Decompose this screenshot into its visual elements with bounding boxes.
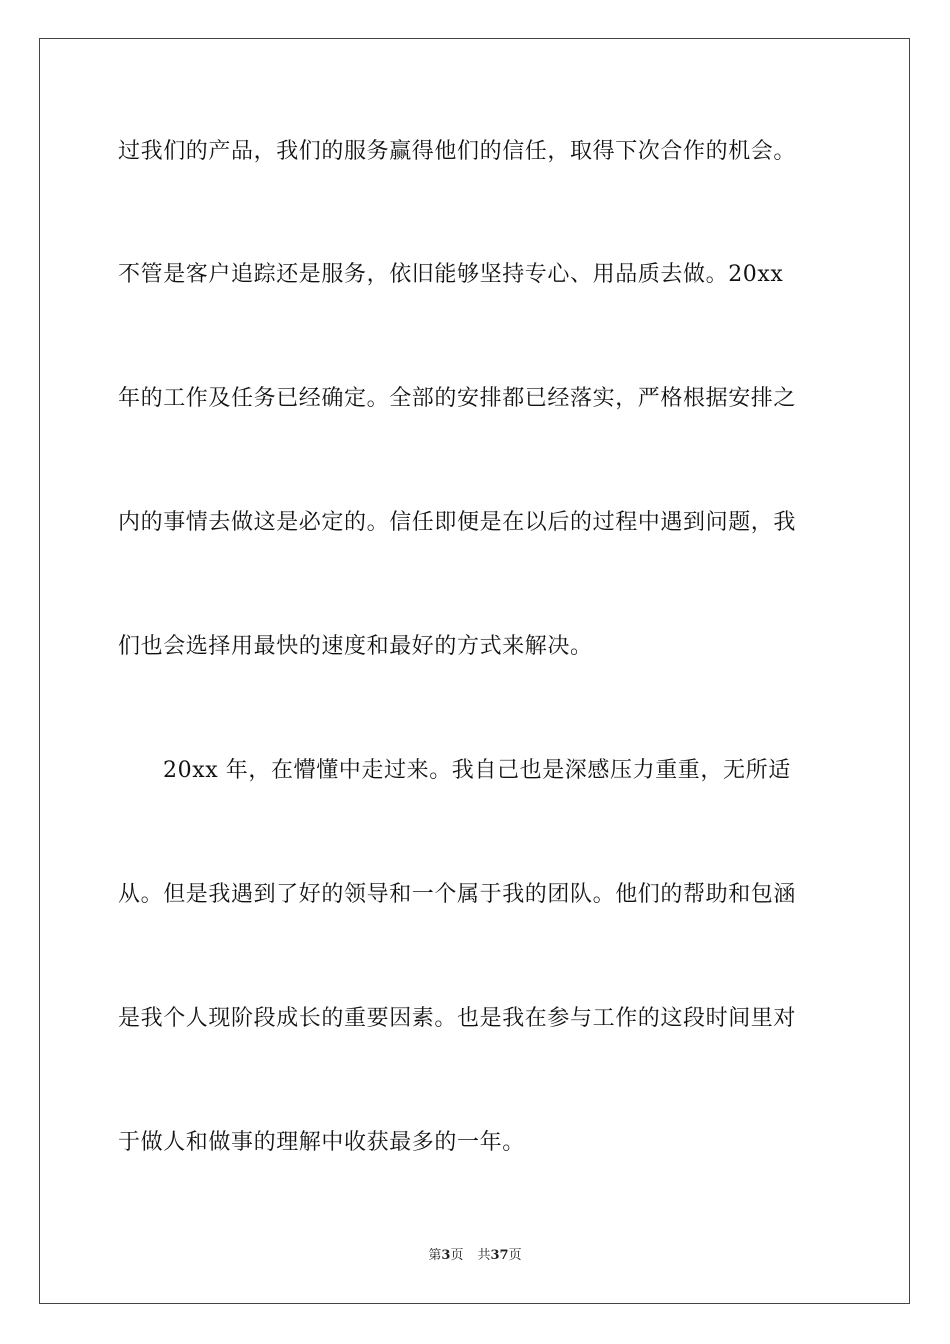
page-border <box>39 38 910 1304</box>
footer-total-suffix: 页 <box>508 1248 522 1263</box>
text-line-5: 们也会选择用最快的速度和最好的方式来解决。 <box>118 634 593 659</box>
text-line-3: 年的工作及任务已经确定。全部的安排都已经落实，严格根据安排之 <box>118 386 797 411</box>
text-line-7: 从。但是我遇到了好的领导和一个属于我的团队。他们的帮助和包涵 <box>118 882 797 907</box>
footer-page-suffix: 页 <box>450 1248 464 1263</box>
text-line-6: 20xx 年，在懵懂中走过来。我自己也是深感压力重重，无所适 <box>163 758 791 783</box>
text-line-4: 内的事情去做这是必定的。信任即便是在以后的过程中遇到问题，我 <box>118 510 797 535</box>
page-footer <box>0 1247 950 1265</box>
footer-page-prefix: 第 <box>428 1248 442 1263</box>
footer-total-prefix: 共 <box>477 1248 491 1263</box>
text-line-2: 不管是客户追踪还是服务，依旧能够坚持专心、用品质去做。20xx <box>118 262 784 287</box>
footer-page-total: 37 <box>490 1248 509 1263</box>
text-line-1: 过我们的产品，我们的服务赢得他们的信任，取得下次合作的机会。 <box>118 139 797 164</box>
text-line-9: 于做人和做事的理解中收获最多的一年。 <box>118 1130 525 1155</box>
text-line-8: 是我个人现阶段成长的重要因素。也是我在参与工作的这段时间里对 <box>118 1006 797 1031</box>
footer-page-number: 3 <box>441 1248 451 1263</box>
